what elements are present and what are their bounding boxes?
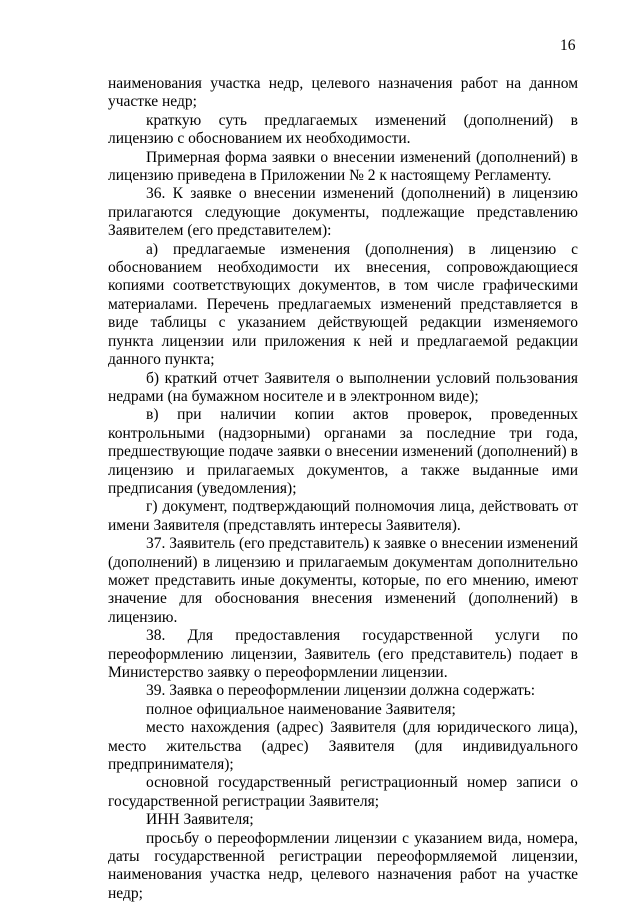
paragraph: основной государственный регистрационный номер записи о государственной регистрации Заявителя; (108, 774, 578, 810)
paragraph: 37. Заявитель (его представитель) к заявке о внесении изменений (дополнений) в лицензию и прилагаемым документам дополнительно может представить иные документы, которые, по его мнению, имеют значение для обоснования внесения изменений (дополнений) в лицензию. (108, 535, 578, 626)
page-number: 16 (560, 37, 576, 54)
paragraph: в) при наличии копии актов проверок, проведенных контрольными (надзорными) органами за последние три года, предшествующие подаче заявки о внесении изменений (дополнений) в лицензию и прилагаемых документов, а также выданные ими предписания (уведомления); (108, 406, 578, 497)
paragraph: просьбу о переоформлении лицензии с указанием вида, номера, даты государственной регистрации переоформляемой лицензии, наименования участка недр, целевого назначения работ на участке недр; (108, 829, 578, 902)
paragraph: 36. К заявке о внесении изменений (дополнений) в лицензию прилагаются следующие документы, подлежащие представлению Заявителем (его представителем): (108, 185, 578, 240)
paragraph: место нахождения (адрес) Заявителя (для юридического лица), место жительства (адрес) Заявителя (для индивидуального предпринимателя); (108, 719, 578, 774)
paragraph: 39. Заявка о переоформлении лицензии должна содержать: (146, 682, 536, 700)
document-body (108, 75, 578, 903)
paragraph: наименования участка недр, целевого назначения работ на данном участке недр; (108, 75, 578, 111)
paragraph: г) документ, подтверждающий полномочия лица, действовать от имени Заявителя (представлять интересы Заявителя). (108, 498, 578, 534)
paragraph: 38. Для предоставления государственной услуги по переоформлению лицензии, Заявитель (его представитель) подает в Министерство заявку о переоформлении лицензии. (108, 627, 578, 681)
paragraph: б) краткий отчет Заявителя о выполнении условий пользования недрами (на бумажном носителе и в электронном виде); (108, 369, 578, 405)
paragraph: ИНН Заявителя; (146, 811, 254, 829)
paragraph: а) предлагаемые изменения (дополнения) в лицензию с обоснованием необходимости их внесения, сопровождающиеся копиями соответствующих документов, в том числе графическими материалами. Перечень предлагаемых изменений представляется в виде таблицы с указанием действующей редакции изменяемого пункта лицензии или приложения к ней и предлагаемой редакции данного пункта; (108, 240, 578, 369)
paragraph: краткую суть предлагаемых изменений (дополнений) в лицензию с обоснованием их необходимости. (108, 111, 578, 148)
paragraph: полное официальное наименование Заявителя; (146, 700, 456, 718)
paragraph: Примерная форма заявки о внесении изменений (дополнений) в лицензию приведена в Приложении № 2 к настоящему Регламенту. (108, 148, 578, 185)
